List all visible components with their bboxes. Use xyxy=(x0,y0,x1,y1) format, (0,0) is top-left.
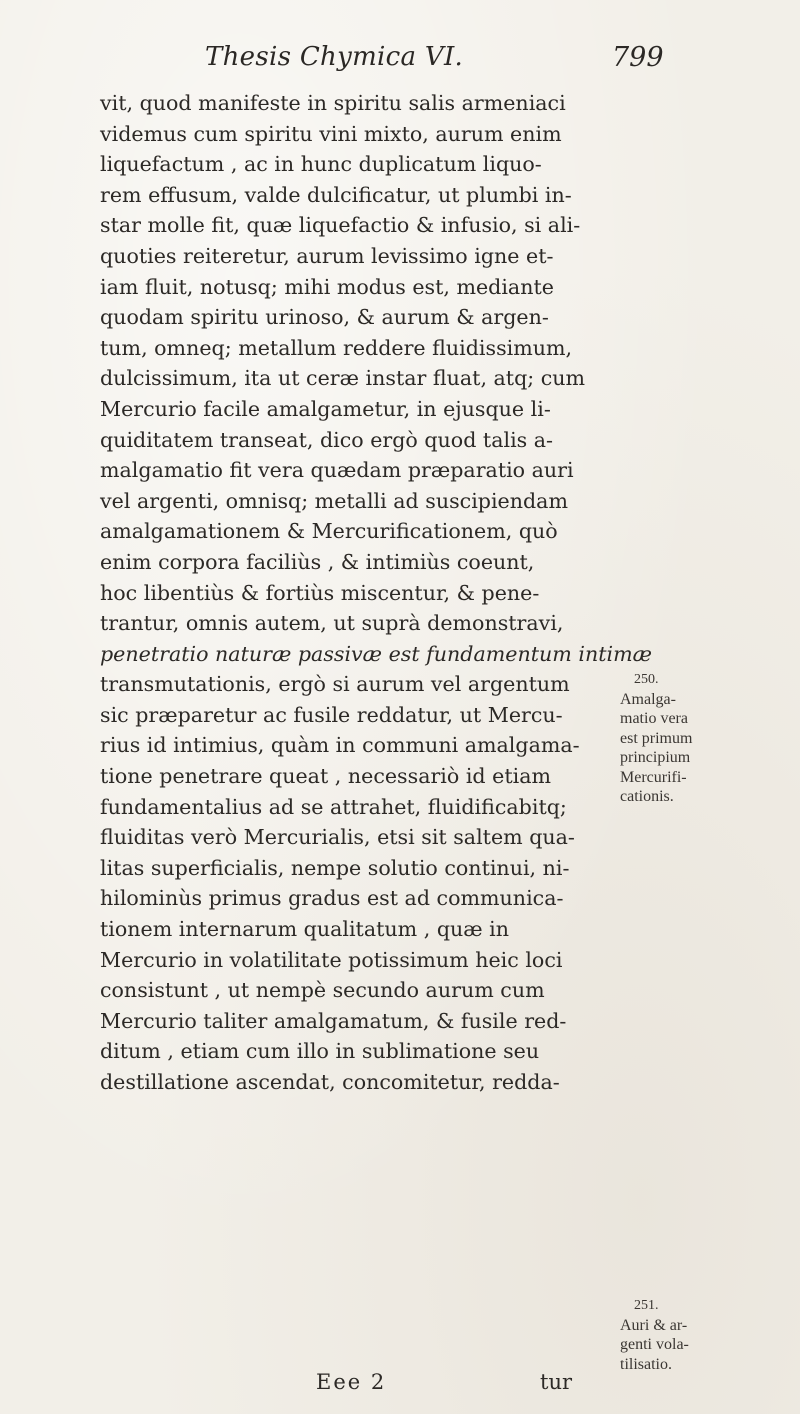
marginal-note-number: 250. xyxy=(634,672,659,687)
text-line: vel argenti, omnisq; metalli ad suscipiendam xyxy=(100,488,568,513)
text-line: tione penetrare queat , necessariò id etiam xyxy=(100,764,552,789)
text-line: dulcissimum, ita ut ceræ instar fluat, atq; cum xyxy=(100,366,586,391)
text-line: fluiditas verò Mercurialis, etsi sit saltem qua- xyxy=(100,825,575,850)
signature-mark: Eee 2 xyxy=(316,1370,387,1394)
text-line: Mercurio in volatilitate potissimum heic loci xyxy=(100,947,563,972)
text-line: destillatione ascendat, concomitetur, redda- xyxy=(100,1070,560,1094)
text-line: rem effusum, valde dulcificatur, ut plumbi in- xyxy=(100,182,572,207)
text-line: liquefactum , ac in hunc duplicatum liquo- xyxy=(100,152,542,177)
text-line: quoties reiteretur, aurum levissimo igne et- xyxy=(100,243,554,268)
text-line: vit, quod manifeste in spiritu salis armeniaci xyxy=(100,91,566,115)
marginal-note-line: tilisatio. xyxy=(620,1355,672,1373)
catchword: tur xyxy=(540,1370,573,1394)
text-line: litas superficialis, nempe solutio continui, ni- xyxy=(100,855,570,880)
marginal-note-line: Mercurifi- xyxy=(620,768,687,786)
text-line: fundamentalius ad se attrahet, fluidificabitq; xyxy=(100,794,567,819)
running-head xyxy=(0,42,800,82)
text-line: hilominùs primus gradus est ad communica- xyxy=(100,886,564,911)
marginal-note-line: matio vera xyxy=(620,710,688,727)
marginal-note-number: 251. xyxy=(634,1298,659,1313)
text-line: star molle fit, quæ liquefactio & infusio, si ali- xyxy=(100,213,581,238)
page-footer xyxy=(0,1370,800,1402)
marginal-note-line: principium xyxy=(620,749,691,766)
text-line: hoc libentiùs & fortiùs miscentur, & pene- xyxy=(100,580,540,605)
text-line: quiditatem transeat, dico ergò quod talis a- xyxy=(100,427,554,452)
text-line-italic: penetratio naturæ passivæ est fundamentum intimæ xyxy=(100,641,652,666)
marginal-note-251 xyxy=(620,1296,780,1374)
text-line: enim corpora faciliùs , & intimiùs coeunt, xyxy=(100,549,535,574)
marginal-note-line: cationis. xyxy=(620,788,674,805)
text-line: sic præparetur ac fusile reddatur, ut Mercu- xyxy=(100,702,563,727)
text-line: Mercurio facile amalgametur, in ejusque li- xyxy=(100,396,551,421)
text-line: tum, omneq; metallum reddere fluidissimum, xyxy=(100,335,573,360)
marginal-note-line: est primum xyxy=(620,729,693,747)
text-line: ditum , etiam cum illo in sublimatione seu xyxy=(100,1039,540,1064)
text-line: quodam spiritu urinoso, & aurum & argen- xyxy=(100,305,549,330)
text-line: trantur, omnis autem, ut suprà demonstravi, xyxy=(100,611,564,636)
marginal-note-line: Amalga- xyxy=(620,690,676,708)
text-line: Mercurio taliter amalgamatum, & fusile red- xyxy=(100,1008,567,1033)
text-line: videmus cum spiritu vini mixto, aurum enim xyxy=(100,121,562,146)
page-number: 799 xyxy=(612,42,664,73)
marginal-note-250 xyxy=(620,670,780,807)
text-line: transmutationis, ergò si aurum vel argentum xyxy=(100,672,570,697)
text-line: amalgamationem & Mercurificationem, quò xyxy=(100,519,558,544)
running-title: Thesis Chymica VI. xyxy=(205,42,464,72)
text-line: rius id intimius, quàm in communi amalgama- xyxy=(100,733,580,758)
text-line: iam fluit, notusq; mihi modus est, mediante xyxy=(100,274,554,299)
marginal-note-line: genti vola- xyxy=(620,1336,689,1353)
text-line: malgamatio fit vera quædam præparatio auri xyxy=(100,458,574,483)
text-line: tionem internarum qualitatum , quæ in xyxy=(100,917,510,942)
marginal-note-line: Auri & ar- xyxy=(620,1316,688,1334)
text-line: consistunt , ut nempè secundo aurum cum xyxy=(100,978,545,1003)
